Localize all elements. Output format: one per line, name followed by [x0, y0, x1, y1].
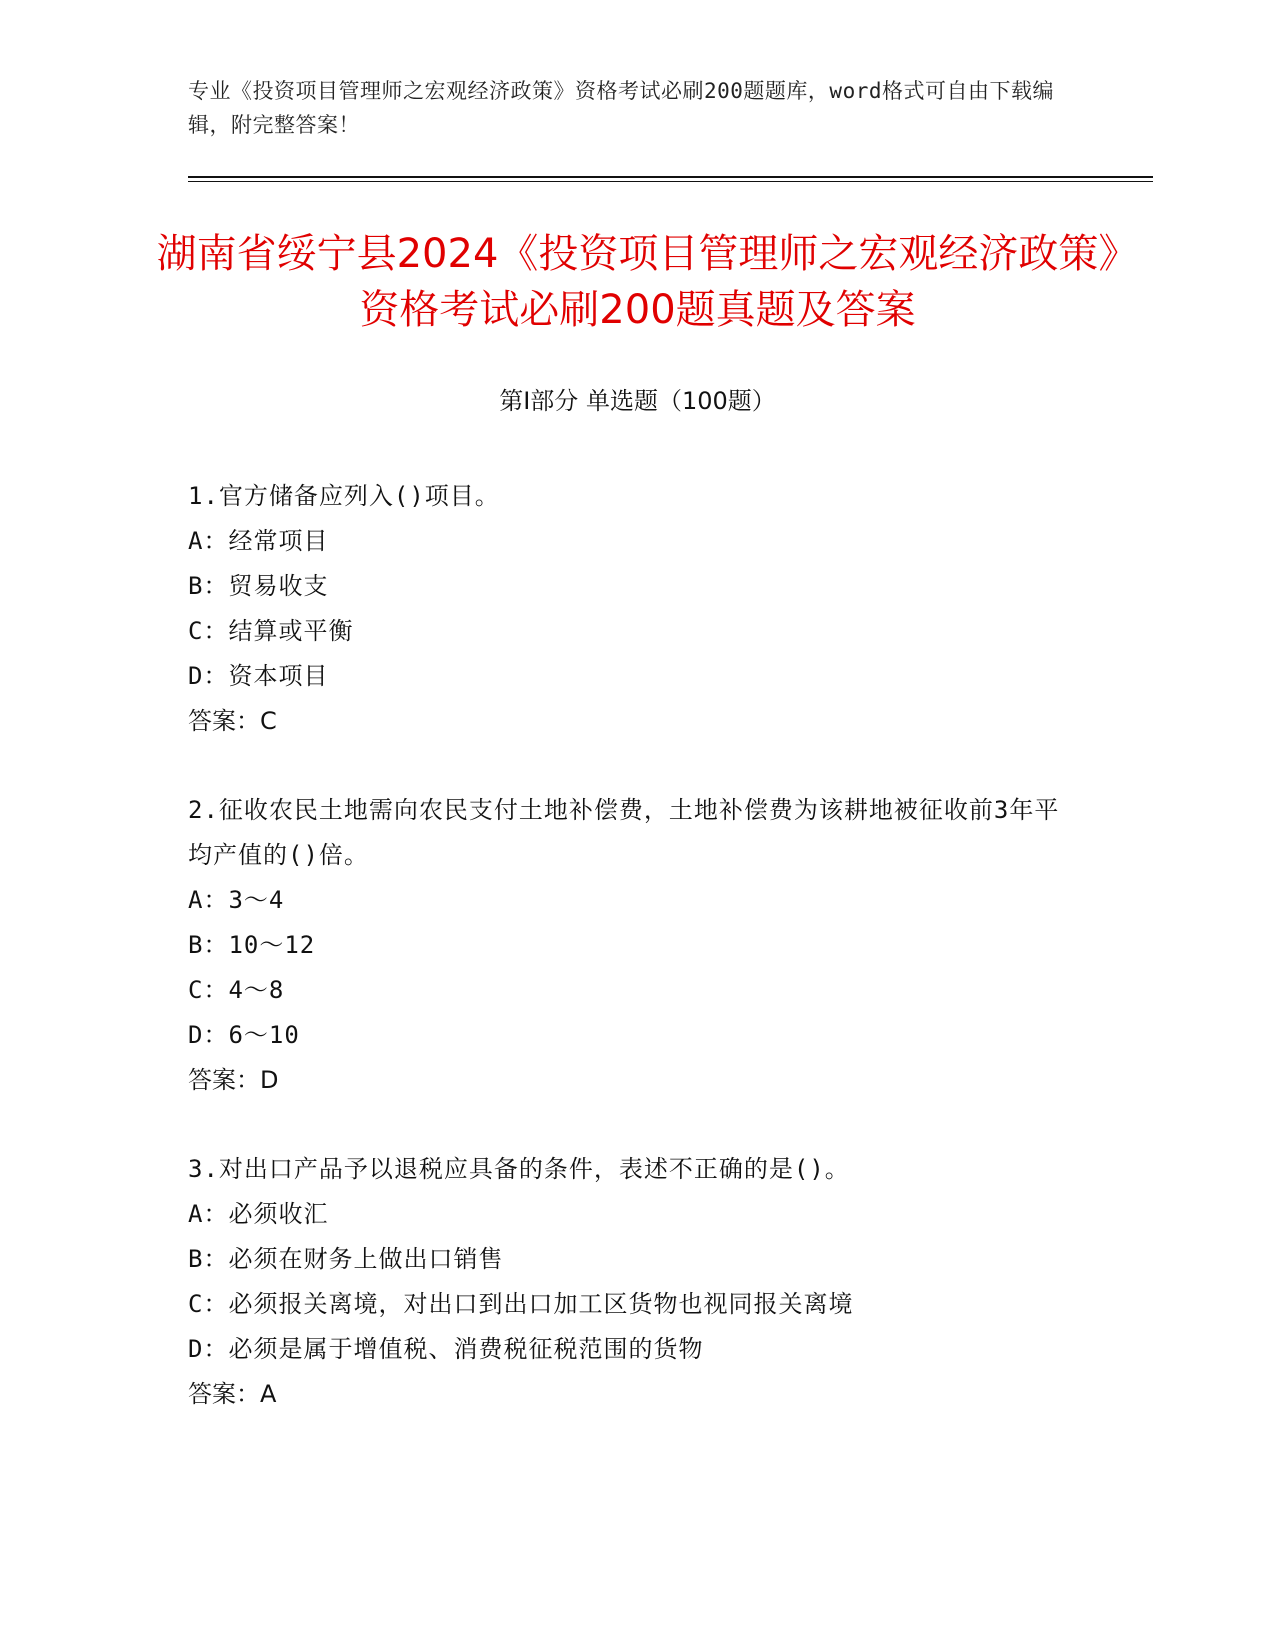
question-2 [188, 788, 1068, 1103]
option-b: B：10～12 [188, 931, 316, 959]
option-d: D：6～10 [188, 1021, 300, 1049]
answer: 答案：C [188, 707, 277, 735]
question-1 [188, 474, 1068, 744]
section-title: 第Ⅰ部分 单选题（100题） [499, 387, 776, 415]
option-a: A：3～4 [188, 886, 285, 914]
option-d: D：资本项目 [188, 662, 329, 690]
question-list [188, 474, 1068, 1461]
question-3 [188, 1147, 1068, 1417]
header-divider-thick [188, 176, 1153, 178]
document-title: 湖南省绥宁县2024《投资项目管理师之宏观经济政策》资格考试必刷200题真题及答案 [156, 231, 1119, 333]
option-a: A：必须收汇 [188, 1200, 329, 1228]
header-divider-thin [188, 181, 1153, 182]
option-d: D：必须是属于增值税、消费税征税范围的货物 [188, 1335, 704, 1363]
option-b: B：必须在财务上做出口销售 [188, 1245, 504, 1273]
question-stem: 1.官方储备应列入()项目。 [188, 482, 500, 510]
header-note: 专业《投资项目管理师之宏观经济政策》资格考试必刷200题题库，word格式可自由下载编辑，附完整答案！ [188, 79, 1054, 137]
option-a: A：经常项目 [188, 527, 329, 555]
answer: 答案：D [188, 1066, 279, 1094]
option-b: B：贸易收支 [188, 572, 329, 600]
question-stem: 3.对出口产品予以退税应具备的条件，表述不正确的是()。 [188, 1155, 850, 1183]
option-c: C：4～8 [188, 976, 285, 1004]
question-stem: 2.征收农民土地需向农民支付土地补偿费，土地补偿费为该耕地被征收前3年平均产值的()倍。 [188, 796, 1060, 869]
option-c: C：必须报关离境，对出口到出口加工区货物也视同报关离境 [188, 1290, 854, 1318]
option-c: C：结算或平衡 [188, 617, 354, 645]
answer: 答案：A [188, 1380, 277, 1408]
